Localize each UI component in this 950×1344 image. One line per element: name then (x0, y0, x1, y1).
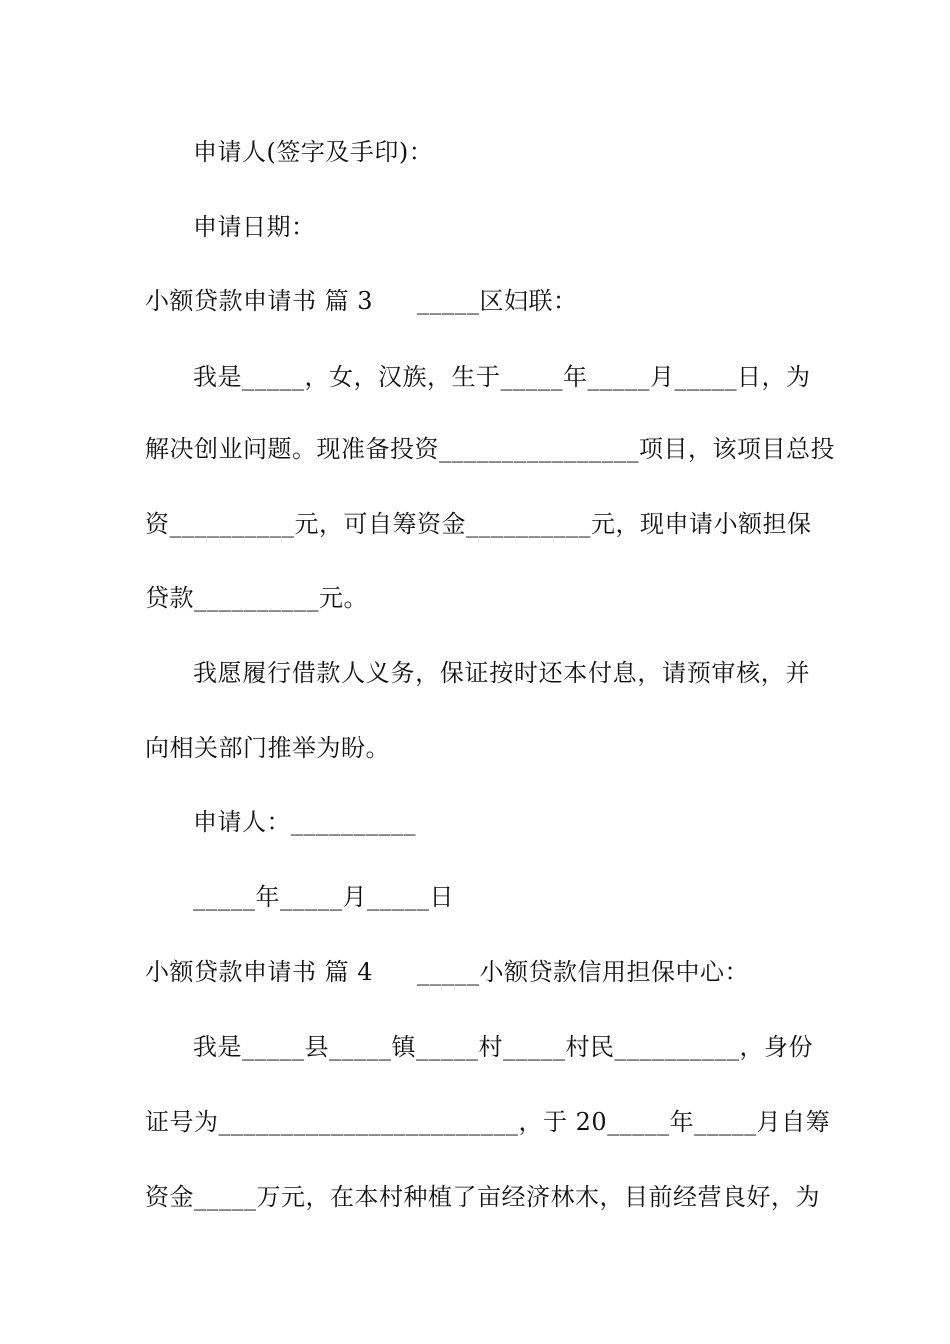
applicant-signature-line: 申请人(签字及手印)： (193, 138, 434, 166)
addressee: _____区妇联： (417, 287, 578, 315)
section-number: 篇 4 (324, 958, 374, 986)
paragraph-line: 资金_____万元，在本村种植了亩经济林木，目前经营良好，为 (145, 1183, 820, 1211)
paragraph-line: 我是_____县_____镇_____村_____村民__________，身份 (193, 1033, 813, 1061)
application-date-line: 申请日期： (193, 213, 316, 241)
paragraph-line: 贷款__________元。 (145, 584, 368, 612)
paragraph-line: 我是_____，女，汉族，生于_____年_____月_____日，为 (193, 363, 811, 391)
paragraph-line: 我愿履行借款人义务，保证按时还本付息，请预审核，并 (193, 659, 810, 687)
paragraph-line: 资__________元，可自筹资金__________元，现申请小额担保 (145, 510, 812, 538)
section-number: 篇 3 (324, 287, 374, 315)
paragraph-line: 解决创业问题。现准备投资________________项目，该项目总投 (145, 435, 835, 463)
section-title: 小额贷款申请书 (145, 958, 317, 986)
section-title: 小额贷款申请书 (145, 287, 317, 315)
date-line: _____年_____月_____日 (193, 883, 454, 911)
applicant-line: 申请人：__________ (193, 808, 416, 836)
section-heading-3 (145, 284, 810, 318)
section-heading-4 (145, 955, 810, 989)
paragraph-line: 证号为________________________，于 20_____年_____月自筹 (145, 1108, 831, 1136)
addressee: _____小额贷款信用担保中心： (417, 958, 750, 986)
paragraph-line: 向相关部门推举为盼。 (145, 734, 390, 762)
